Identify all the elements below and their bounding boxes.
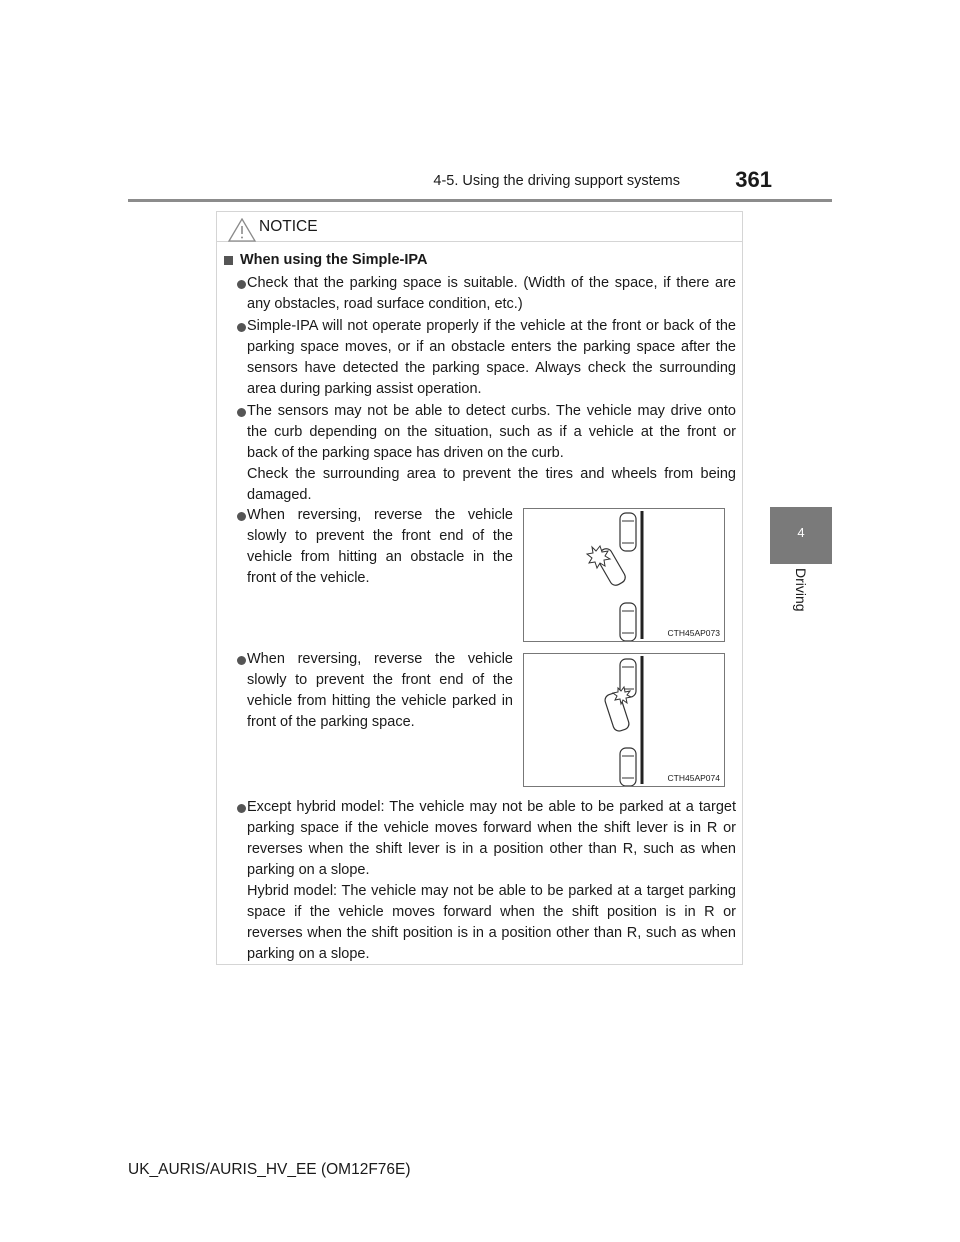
text-line: vehicle from hitting an obstacle in the bbox=[247, 549, 513, 565]
bullet-text-6 bbox=[247, 797, 736, 965]
text-line: slowly to prevent the front end of the bbox=[247, 672, 513, 688]
text-line: any obstacles, road surface condition, etc.) bbox=[247, 296, 523, 312]
text-line: The sensors may not be able to detect curbs. The vehicle may drive onto bbox=[247, 403, 736, 419]
text-line: slowly to prevent the front end of the bbox=[247, 528, 513, 544]
text-line: Hybrid model: The vehicle may not be able to be parked at a target parking bbox=[247, 883, 736, 899]
bullet-icon bbox=[237, 280, 246, 289]
text-line: parking space moves, or if an obstacle enters the parking space after the bbox=[247, 339, 736, 355]
text-line: parking space if the vehicle moves forward when the shift lever is in R or bbox=[247, 820, 736, 836]
subheading bbox=[224, 252, 427, 268]
figure-code-1: CTH45AP073 bbox=[667, 628, 720, 638]
warning-triangle-icon bbox=[228, 218, 256, 242]
text-line: When reversing, reverse the vehicle bbox=[247, 507, 513, 523]
figure-reverse-parked-vehicle bbox=[523, 653, 725, 787]
text-line: sensors have detected the parking space. Always check the surrounding bbox=[247, 360, 736, 376]
notice-label: NOTICE bbox=[259, 218, 318, 235]
text-line: Simple-IPA will not operate properly if the vehicle at the front or back of the bbox=[247, 318, 736, 334]
text-line: the curb depending on the situation, such as if a vehicle at the front or bbox=[247, 424, 736, 440]
text-line: Check the surrounding area to prevent the tires and wheels from being bbox=[247, 466, 736, 482]
text-line: parking on a slope. bbox=[247, 946, 370, 962]
bullet-icon bbox=[237, 804, 246, 813]
subheading-text: When using the Simple-IPA bbox=[240, 252, 428, 268]
text-line: front of the parking space. bbox=[247, 714, 415, 730]
text-line: reverses when the shift lever is in a position other than R, such as when bbox=[247, 841, 736, 857]
bullet-text-3 bbox=[247, 401, 736, 506]
parking-illustration-2 bbox=[524, 654, 724, 786]
header-rule bbox=[128, 199, 832, 202]
bullet-icon bbox=[237, 323, 246, 332]
bullet-icon bbox=[237, 656, 246, 665]
figure-code-2: CTH45AP074 bbox=[667, 773, 720, 783]
text-line: reverses when the shift position is in a position other than R, such as when bbox=[247, 925, 736, 941]
bullet-text-2 bbox=[247, 316, 736, 400]
text-line: damaged. bbox=[247, 487, 312, 503]
chapter-number: 4 bbox=[797, 525, 805, 540]
bullet-icon bbox=[237, 408, 246, 417]
text-line: back of the parking space has driven on the curb. bbox=[247, 445, 564, 461]
text-line: Check that the parking space is suitable. (Width of the space, if there are bbox=[247, 275, 736, 291]
text-line: vehicle from hitting the vehicle parked in bbox=[247, 693, 513, 709]
page-number: 361 bbox=[735, 167, 772, 192]
text-line: Except hybrid model: The vehicle may not be able to be parked at a target bbox=[247, 799, 736, 815]
text-line: area during parking assist operation. bbox=[247, 381, 482, 397]
bullet-text-1 bbox=[247, 273, 736, 315]
square-bullet-icon bbox=[224, 256, 233, 265]
bullet-text-5 bbox=[247, 649, 513, 733]
document-id: UK_AURIS/AURIS_HV_EE (OM12F76E) bbox=[128, 1161, 411, 1178]
text-line: parking on a slope. bbox=[247, 862, 370, 878]
text-line: front of the vehicle. bbox=[247, 570, 370, 586]
bullet-text-4 bbox=[247, 505, 513, 589]
chapter-label bbox=[793, 568, 811, 628]
text-line: space if the vehicle moves forward when the shift position is in R or bbox=[247, 904, 736, 920]
text-line: When reversing, reverse the vehicle bbox=[247, 651, 513, 667]
figure-reverse-obstacle bbox=[523, 508, 725, 642]
bullet-icon bbox=[237, 512, 246, 521]
chapter-label-text: Driving bbox=[793, 568, 809, 612]
parking-illustration-1 bbox=[524, 509, 724, 641]
section-title: 4-5. Using the driving support systems bbox=[433, 173, 680, 189]
